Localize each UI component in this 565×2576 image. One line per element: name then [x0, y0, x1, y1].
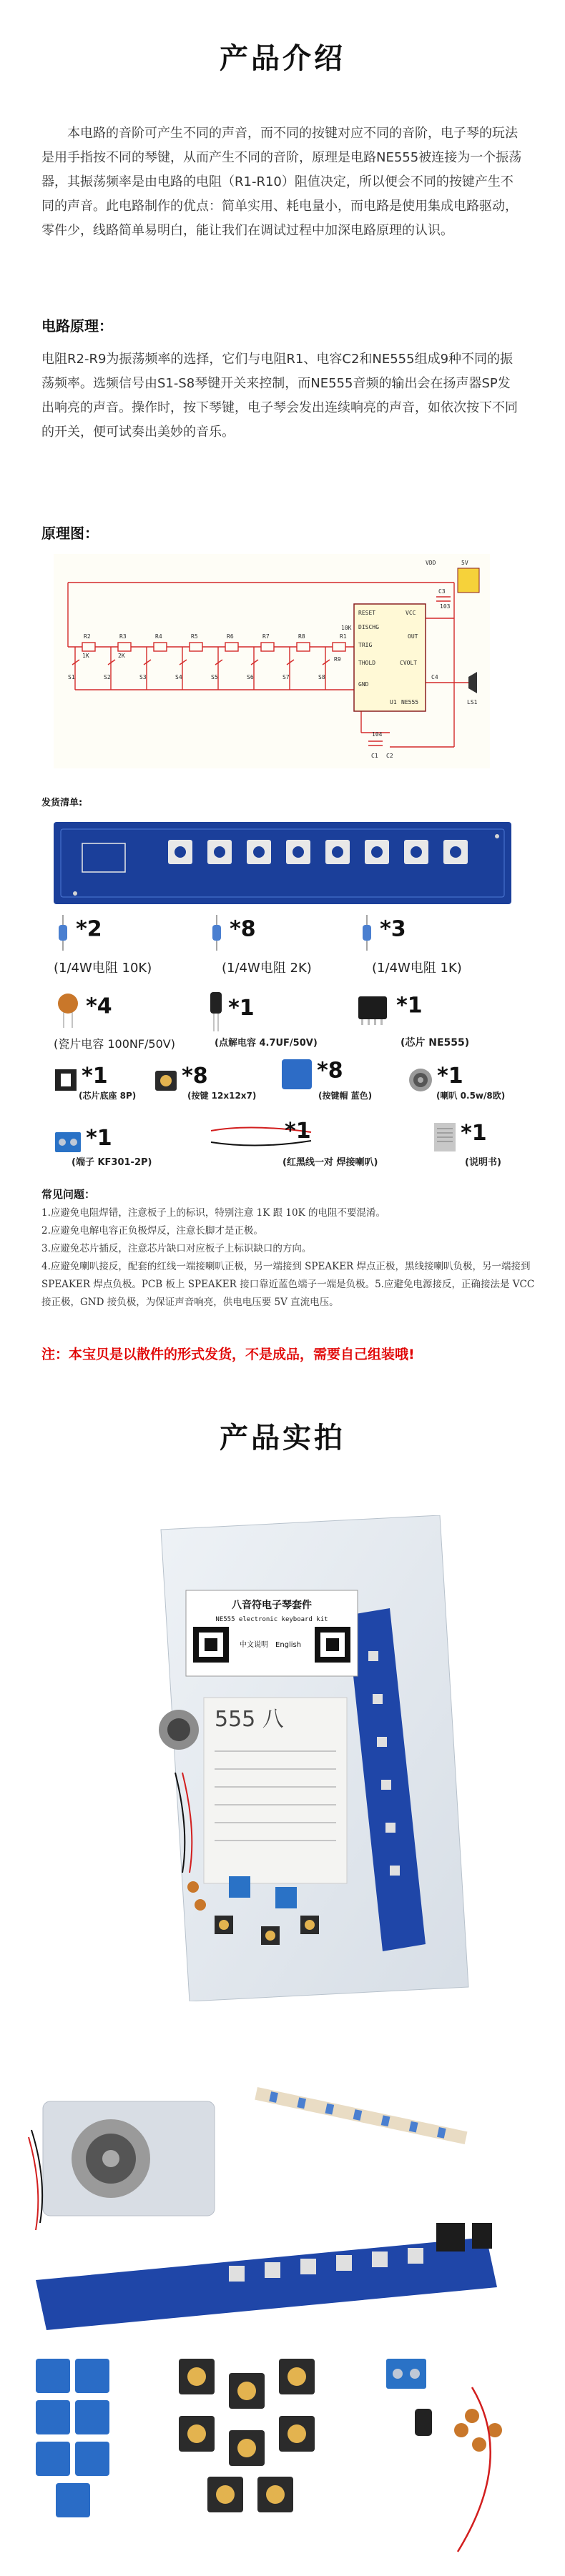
item-resistor-2k-count: *8	[230, 916, 256, 942]
shipping-heading: 发货清单:	[41, 798, 83, 808]
res-r5: R5	[191, 633, 198, 640]
switch-s7: S7	[282, 674, 290, 680]
item-chip-socket-label: (芯片底座 8P)	[79, 1091, 137, 1101]
item-manual-label: (说明书)	[465, 1157, 501, 1168]
res-value-2k: 2K	[118, 653, 125, 659]
item-push-button-label: (按键 12x12x7)	[187, 1091, 257, 1101]
item-resistor-10k	[54, 915, 102, 951]
item-chip-socket-count: *1	[82, 1064, 108, 1089]
pin-gnd: GND	[358, 681, 369, 688]
res-r1: R1	[340, 633, 347, 640]
item-resistor-2k	[207, 915, 256, 951]
item-electrolytic-cap-label: (点解电容 4.7UF/50V)	[215, 1038, 318, 1049]
circuit-heading: 电路原理：	[41, 317, 113, 335]
bag-label-subtitle: NE555 electronic keyboard kit	[215, 1616, 328, 1623]
item-ceramic-cap-count: *4	[86, 994, 112, 1019]
item-ne555-chip-count: *1	[396, 993, 423, 1019]
faq-line-3: 3.应避免芯片插反，注意芯片缺口对应板子上标识缺口的方向。	[41, 1243, 312, 1254]
pin-vcc: VCC	[406, 610, 416, 616]
pin-cvolt: CVOLT	[400, 660, 418, 666]
cap-c2: C2	[386, 753, 393, 759]
item-ceramic-cap-label: (瓷片电容 100NF/50V)	[54, 1037, 175, 1051]
item-terminal-block-label: (端子 KF301-2P)	[72, 1157, 152, 1168]
speaker-ls1: LS1	[467, 699, 478, 705]
item-button-cap-label: (按键帽 蓝色)	[318, 1091, 373, 1101]
cap-value-103: 103	[440, 603, 451, 610]
res-r2: R2	[84, 633, 91, 640]
intro-paragraph: 本电路的音阶可产生不同的声音，而不同的按键对应不同的音阶，电子琴的玩法是用手指按不同的琴键，从而产生不同的音阶，原理是电路NE555被连接为一个振荡器，其振荡频率是由电路的电阻（R1-R10）阻值决定，所以便会不同的按键产生不同的声音。此电路制作的优点：简单实用、耗电量小，而电路是使用集成电路驱动，零件少，线路简单易明白，能让我们在调试过程中加深电路原理的认识。	[41, 126, 522, 238]
cap-c3: C3	[438, 588, 446, 595]
item-resistor-1k-count: *3	[380, 916, 406, 942]
res-r6: R6	[227, 633, 234, 640]
item-push-button-count: *8	[182, 1064, 208, 1089]
faq-body	[41, 1204, 535, 1312]
item-push-button	[154, 1064, 208, 1092]
item-resistor-10k-count: *2	[76, 916, 102, 942]
res-value-10k: 10K	[341, 625, 352, 631]
item-resistor-10k-label: (1/4W电阻 10K)	[54, 961, 152, 976]
switch-s8: S8	[318, 674, 325, 680]
item-manual	[433, 1121, 487, 1153]
doc-heading: 555 八	[215, 1707, 284, 1732]
item-electrolytic-cap-count: *1	[228, 996, 255, 1021]
item-speaker-label: (喇叭 0.5w/8欧)	[436, 1091, 506, 1101]
pin-reset: RESET	[358, 610, 376, 616]
res-r8: R8	[298, 633, 305, 640]
faq-line-2: 2.应避免电解电容正负极焊反，注意长脚才是正极。	[41, 1225, 263, 1237]
switch-s5: S5	[211, 674, 218, 680]
faq-title: 常见问题：	[41, 1188, 96, 1201]
item-resistor-2k-label: (1/4W电阻 2K)	[222, 961, 312, 976]
pin-thold: THOLD	[358, 660, 376, 666]
item-speaker	[408, 1064, 463, 1093]
faq-line-4: 4.应避免喇叭接反，配套的红线一端接喇叭正极，另一端接到 SPEAKER 焊点正极，黑线接喇叭负极，另一端接到 SPEAKER 焊点负极。PCB 板上 SPEAKER 接口靠近蓝色端子一端是负极。5.应避免电源接反，正确接法是 VCC 接正极，GND 接负极，为保证声音响亮，供电电压要 5V 直流电压。	[41, 1261, 535, 1308]
bag-label-chinese: 中文说明	[240, 1641, 268, 1649]
item-chip-socket	[54, 1064, 108, 1092]
cap-c1: C1	[371, 753, 378, 759]
circuit-paragraph: 电阻R2-R9为振荡频率的选择，它们与电阻R1、电容C2和NE555组成9种不同的振荡频率。选频信号由S1-S8琴键开关来控制，而NE555音频的输出会在扬声器SP发出响亮的声音。操作时，按下琴键，电子琴会发出连续响亮的声音，如依次按下不同的开关，便可试奏出美妙的音乐。	[41, 352, 518, 440]
res-r3: R3	[119, 633, 127, 640]
item-manual-count: *1	[461, 1121, 487, 1146]
diagram-heading: 原理图：	[41, 525, 99, 542]
schematic-drawing	[54, 554, 490, 768]
res-r4: R4	[155, 633, 162, 640]
item-terminal-block-count: *1	[86, 1126, 112, 1151]
supply-vdd: VDD	[426, 560, 436, 566]
item-terminal-block	[54, 1126, 112, 1156]
faq-line-1: 1.应避免电阻焊错，注意板子上的标识，特别注意 1K 跟 10K 的电阻不要混淆。	[41, 1207, 385, 1219]
pin-out: OUT	[408, 633, 418, 640]
switch-s2: S2	[104, 674, 111, 680]
supply-5v: 5V	[461, 560, 468, 566]
item-wire-pair-count: *1	[285, 1119, 311, 1144]
item-resistor-1k	[358, 915, 406, 951]
photos-title: 产品实拍	[220, 1422, 345, 1455]
photo-kit-parts	[14, 2059, 551, 2559]
switch-s3: S3	[139, 674, 147, 680]
item-wire-pair-label: (红黑线一对 焊接喇叭)	[282, 1157, 378, 1168]
bag-label-title: 八音符电子琴套件	[232, 1600, 312, 1611]
cap-value-104: 104	[372, 731, 383, 738]
item-speaker-count: *1	[437, 1064, 463, 1089]
res-r7: R7	[262, 633, 270, 640]
switch-s4: S4	[175, 674, 182, 680]
item-ne555-chip	[354, 992, 423, 1026]
circuit-schematic	[54, 554, 490, 768]
photo-kit-bag	[54, 1515, 511, 2001]
item-electrolytic-cap	[207, 992, 255, 1031]
pin-dischg: DISCHG	[358, 624, 379, 630]
res-r9: R9	[334, 656, 341, 663]
cap-c4: C4	[431, 674, 438, 680]
switch-s1: S1	[68, 674, 75, 680]
kit-note: 注：本宝贝是以散件的形式发货，不是成品，需要自己组装哦!	[41, 1347, 415, 1362]
chip-name: NE555	[401, 699, 419, 705]
bag-label-english: English	[275, 1641, 302, 1649]
item-ceramic-cap	[54, 992, 112, 1028]
item-button-cap-count: *8	[317, 1058, 343, 1084]
intro-title: 产品介绍	[220, 42, 345, 75]
item-button-cap	[280, 1058, 343, 1091]
res-value-1k: 1K	[82, 653, 89, 659]
chip-ref: U1	[390, 699, 397, 705]
item-ne555-chip-label: (芯片 NE555)	[401, 1037, 470, 1049]
switch-s6: S6	[247, 674, 254, 680]
pcb-board	[54, 822, 511, 904]
pin-trig: TRIG	[358, 642, 373, 648]
item-resistor-1k-label: (1/4W电阻 1K)	[372, 961, 462, 976]
